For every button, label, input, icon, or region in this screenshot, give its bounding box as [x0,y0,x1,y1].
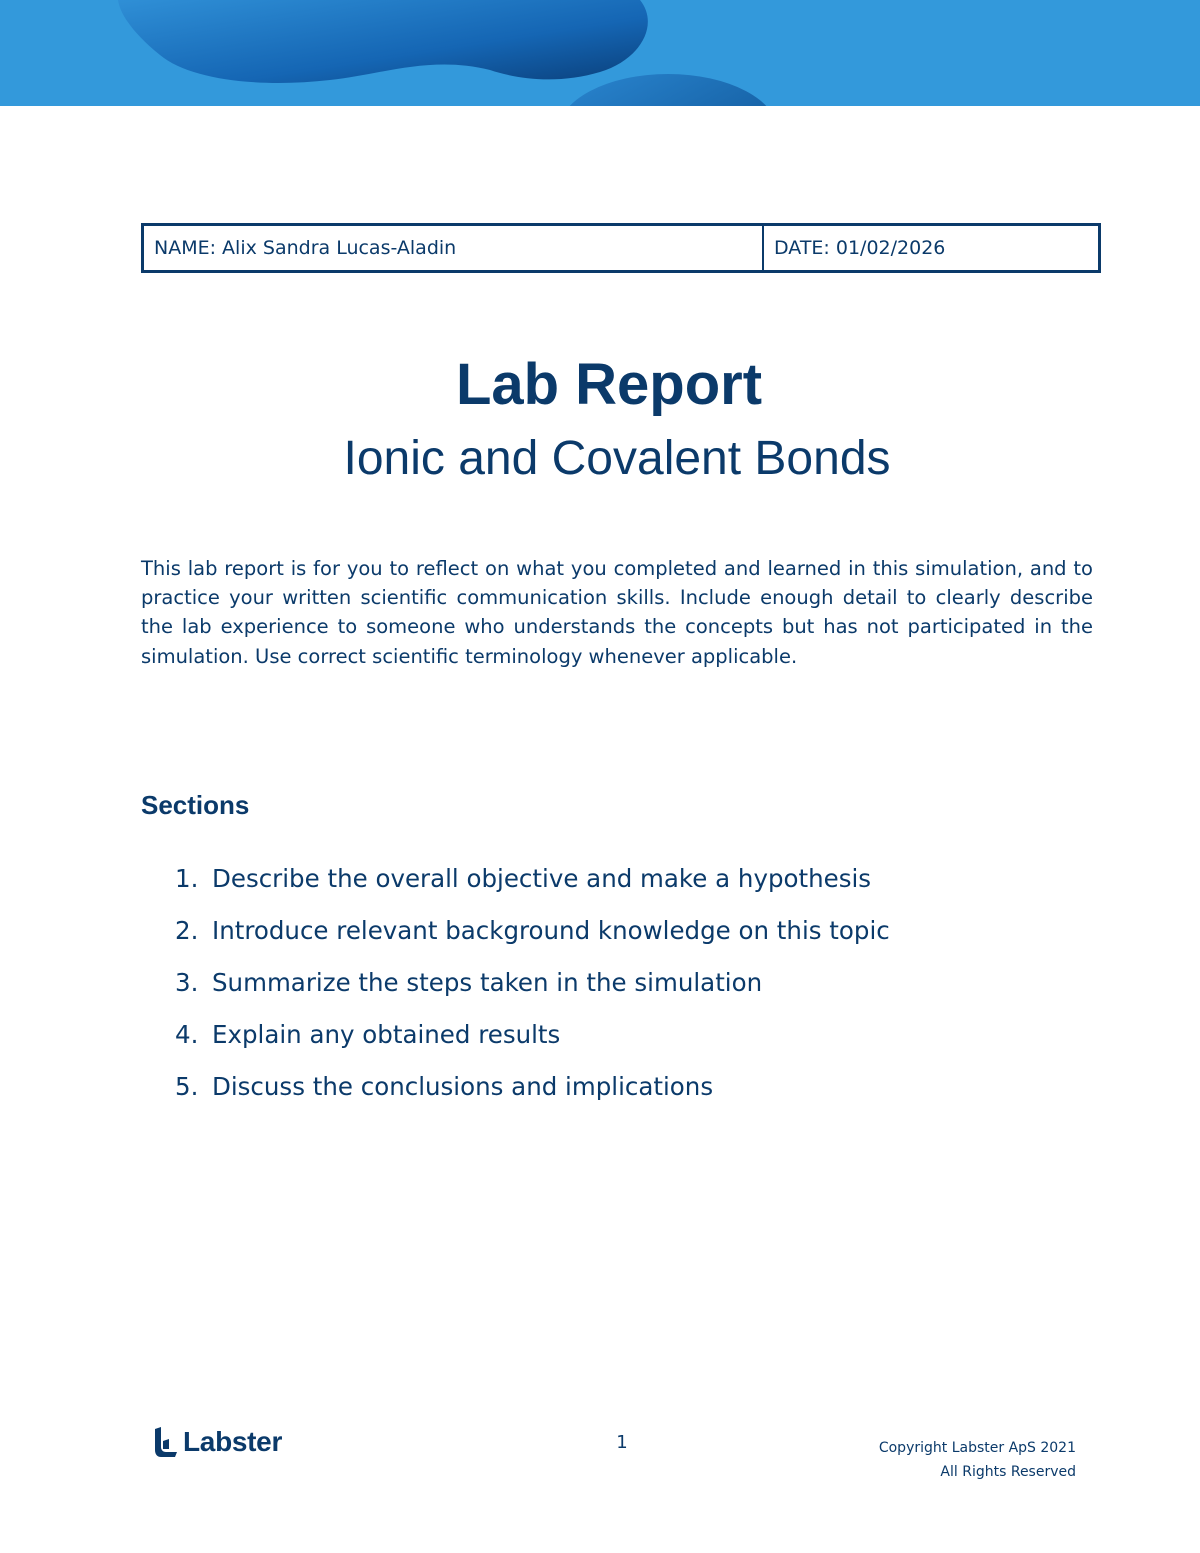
copyright-notice [780,1436,1076,1484]
section-item-results [175,1016,890,1068]
document-title: Lab Report [455,352,763,417]
section-item-objective [175,860,890,912]
section-number: 2. [175,916,199,945]
section-item-steps [175,964,890,1016]
banner-graphic [0,0,1200,106]
section-number: 5. [175,1072,199,1101]
section-number: 1. [175,864,199,893]
intro-paragraph: This lab report is for you to reflect on what you completed and learned in this simulation, and to practice your written scientific communication skills. Include enough detail to clearly describe the lab experience to someone who understands the concepts but has not participated in the simulation. Use correct scientific terminology whenever applicable. [141,557,1093,668]
rights-line: All Rights Reserved [940,1464,1076,1480]
section-text: Summarize the steps taken in the simulation [212,968,763,997]
page-number: 1 [616,1432,628,1453]
section-item-background [175,912,890,964]
student-info-table [141,223,1101,273]
section-text: Describe the overall objective and make a hypothesis [212,864,872,893]
header-banner [0,0,1200,106]
labster-logo [153,1426,282,1458]
section-number: 3. [175,968,199,997]
document-subtitle: Ionic and Covalent Bonds [343,432,891,485]
logo-wordmark: Labster [183,1426,283,1457]
sections-list [175,860,890,1120]
section-text: Explain any obtained results [212,1020,561,1049]
copyright-line: Copyright Labster ApS 2021 [878,1440,1076,1456]
student-name-field[interactable]: NAME: Alix Sandra Lucas-Aladin [144,226,764,270]
sections-heading: Sections [141,790,250,820]
section-item-conclusions [175,1068,890,1120]
date-field[interactable]: DATE: 01/02/2026 [774,237,946,259]
section-number: 4. [175,1020,199,1049]
section-text: Introduce relevant background knowledge on this topic [212,916,890,945]
labster-logo-icon [153,1427,179,1457]
section-text: Discuss the conclusions and implications [212,1072,714,1101]
